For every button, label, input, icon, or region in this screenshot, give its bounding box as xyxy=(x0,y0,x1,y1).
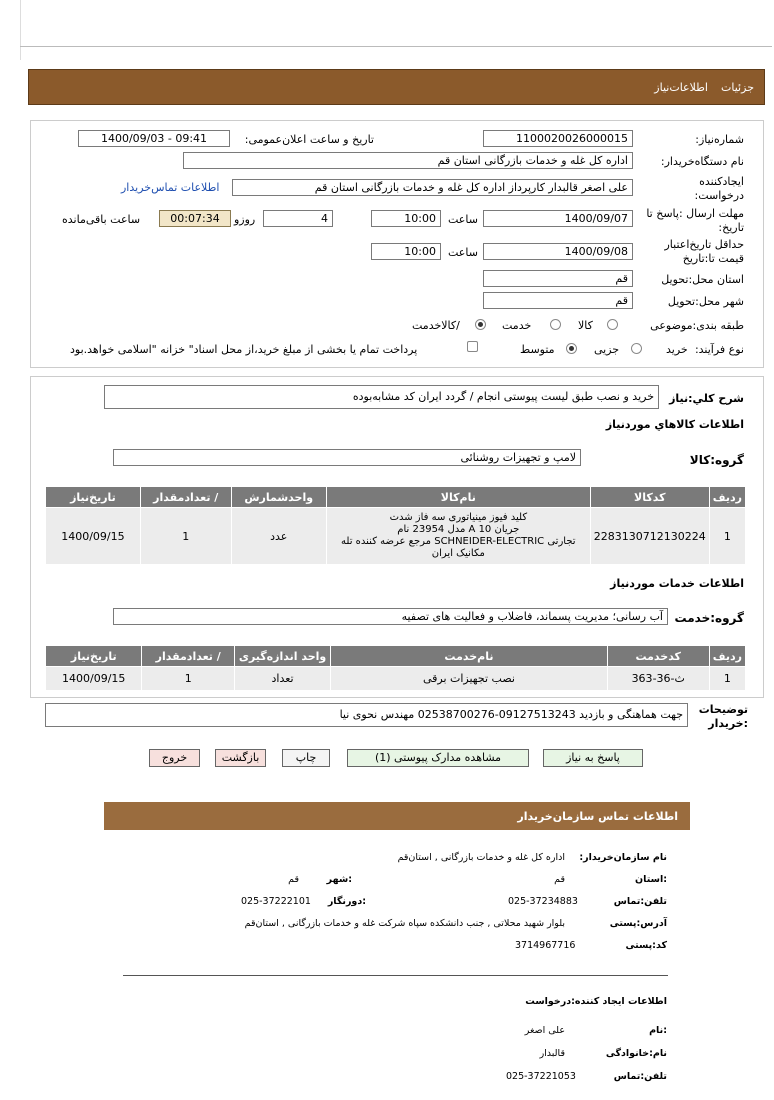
row-date: 1400/09/15 xyxy=(46,508,141,565)
validity-date-field: 1400/09/08 xyxy=(483,243,633,260)
contact-province-label: :استان xyxy=(635,874,667,885)
col-date: تاریخ‌نیاز xyxy=(46,646,142,667)
org-label: نام سازمان‌خریدار: xyxy=(579,852,667,863)
col-name: نام‌کالا xyxy=(326,487,590,508)
buyer-notes-field: جهت هماهنگی و بازدید 09127513243-02538700276 مهندس نحوی نیا xyxy=(45,703,688,727)
col-index: ردیف xyxy=(709,646,745,667)
city-label: شهر محل:تحویل xyxy=(667,295,744,308)
contact-postal-value: 3714967716 xyxy=(515,940,576,951)
page-header xyxy=(28,69,765,105)
page-left-border xyxy=(20,0,21,60)
col-date: تاریخ‌نیاز xyxy=(46,487,141,508)
contact-header xyxy=(104,802,690,830)
category-goods-label: کالا xyxy=(578,319,593,332)
contact-city-value: قم xyxy=(288,874,299,885)
row-unit: عدد xyxy=(231,508,326,565)
col-name: نام‌خدمت xyxy=(331,646,607,667)
treasury-payment-checkbox[interactable] xyxy=(467,341,478,352)
deadline-date-field: 1400/09/07 xyxy=(483,210,633,227)
announce-field: 1400/09/03 - 09:41 xyxy=(78,130,230,147)
goods-section-title: اطلاعات كالاهاي موردنياز xyxy=(605,418,744,431)
validity-label-1: حداقل تاریخ‌اعتبار xyxy=(664,238,744,251)
row-unit: تعداد xyxy=(234,667,330,691)
creator-phone-value: 025-37221053 xyxy=(506,1071,576,1082)
description-label: شرح كلي:نیاز xyxy=(669,392,744,405)
print-button[interactable]: چاپ xyxy=(282,749,330,767)
goods-group-field: لامپ و تجهیزات روشنائی xyxy=(113,449,581,466)
row-name: نصب تجهیزات برقی xyxy=(331,667,607,691)
table-row xyxy=(46,508,746,565)
row-name xyxy=(326,508,590,565)
contact-address-value: بلوار شهید محلاتی , جنب دانشکده سپاه شرکت غله و خدمات بازرگانی , استان‌قم xyxy=(244,918,565,929)
buyer-org-label: نام دستگاه‌خریدار: xyxy=(660,155,744,168)
col-qty: / تعدادمقدار xyxy=(142,646,234,667)
row-code: ث-36-363 xyxy=(607,667,709,691)
col-code: کدکالا xyxy=(590,487,709,508)
process-buy-label: خرید xyxy=(666,343,688,356)
col-unit: واحد اندازه‌گیری xyxy=(234,646,330,667)
buyer-notes-label-2: :خریدار xyxy=(708,717,748,730)
row-name-line: تجارتی SCHNEIDER-ELECTRIC مرجع عرضه کننده تله xyxy=(341,536,576,547)
category-label: طبقه بندی:موضوعی xyxy=(650,319,744,332)
row-qty: 1 xyxy=(140,508,231,565)
process-medium-radio[interactable] xyxy=(566,343,577,354)
remaining-time-field: 00:07:34 xyxy=(159,210,231,227)
creator-label-1: ایجادکننده xyxy=(699,175,744,188)
col-unit: واحدشمارش xyxy=(231,487,326,508)
process-label: نوع فرآیند: xyxy=(694,343,744,356)
process-medium-label: متوسط xyxy=(520,343,555,356)
row-date: 1400/09/15 xyxy=(46,667,142,691)
contact-address-label: آدرس:پستی xyxy=(609,918,667,929)
days-label: روزو xyxy=(234,213,256,226)
row-index: 1 xyxy=(709,667,745,691)
goods-table xyxy=(45,486,746,565)
services-section-title: اطلاعات خدمات موردنياز xyxy=(610,577,744,590)
buyer-org-field: اداره کل غله و خدمات بازرگانی استان قم xyxy=(183,152,633,169)
view-attachments-button[interactable]: مشاهده مدارک پیوستی (1) xyxy=(347,749,529,767)
category-goods-radio[interactable] xyxy=(607,319,618,330)
category-goods-service-radio[interactable] xyxy=(475,319,486,330)
services-group-label: گروه:خدمت xyxy=(674,611,744,625)
contact-fax-value: 025-37222101 xyxy=(241,896,311,907)
remaining-label: ساعت باقی‌مانده xyxy=(62,213,141,226)
buyer-contact-link[interactable]: اطلاعات تماس‌خریدار xyxy=(121,181,220,194)
page-top-divider xyxy=(20,46,772,47)
contact-divider xyxy=(123,975,668,976)
contact-phone-value: 025-37234883 xyxy=(508,896,578,907)
creator-name-value: علی اصغر xyxy=(524,1025,565,1036)
contact-province-value: قم xyxy=(554,874,565,885)
row-index: 1 xyxy=(709,508,745,565)
tab-need-info[interactable]: اطلاعات‌نیاز xyxy=(654,81,708,94)
contact-postal-label: کد:پستی xyxy=(625,940,667,951)
goods-group-label: گروه:کالا xyxy=(689,453,744,467)
city-field: قم xyxy=(483,292,633,309)
row-qty: 1 xyxy=(142,667,234,691)
description-field: خرید و نصب طبق لیست پیوستی انجام / گردد ایران کد مشابه‌بوده xyxy=(104,385,659,409)
creator-field: علی اصغر قالبدار کارپرداز اداره کل غله و خدمات بازرگانی استان قم xyxy=(232,179,633,196)
category-goods-service-label: /کالاخدمت xyxy=(412,319,460,332)
province-label: استان محل:تحویل xyxy=(661,273,744,286)
contact-phone-label: تلفن:تماس xyxy=(613,896,667,907)
row-name-line: کلید فیوز مینیاتوری سه فاز شدت xyxy=(389,512,528,523)
treasury-payment-label: پرداخت تمام یا بخشی از مبلغ خرید،از محل اسناد" خزانه "اسلامی خواهد.بود xyxy=(70,343,418,356)
back-button[interactable]: بازگشت xyxy=(215,749,266,767)
creator-family-label: نام:خانوادگی xyxy=(605,1048,667,1059)
creator-family-value: قالبدار xyxy=(539,1048,565,1059)
need-number-field: 1100020026000015 xyxy=(483,130,633,147)
creator-phone-label: تلفن:تماس xyxy=(613,1071,667,1082)
process-minor-label: جزیی xyxy=(594,343,620,356)
deadline-time-field: 10:00 xyxy=(371,210,441,227)
process-minor-radio[interactable] xyxy=(631,343,642,354)
category-service-radio[interactable] xyxy=(550,319,561,330)
need-number-label: شماره‌نیاز: xyxy=(695,133,744,146)
creator-name-label: :نام xyxy=(649,1025,667,1036)
category-service-label: خدمت xyxy=(502,319,532,332)
deadline-label-1: مهلت ارسال :پاسخ تا xyxy=(646,207,744,220)
tab-details[interactable]: جزئیات xyxy=(721,81,754,94)
contact-title: اطلاعات تماس سازمان‌خریدار xyxy=(517,810,678,823)
announce-label: تاریخ و ساعت اعلان‌عمومی: xyxy=(244,133,374,146)
col-index: ردیف xyxy=(709,487,745,508)
province-field: قم xyxy=(483,270,633,287)
col-code: کدخدمت xyxy=(607,646,709,667)
exit-button[interactable]: خروج xyxy=(149,749,200,767)
deadline-hour-label: ساعت xyxy=(448,213,478,226)
buyer-notes-label-1: توضیحات xyxy=(698,703,748,716)
validity-time-field: 10:00 xyxy=(371,243,441,260)
services-group-field: آب رسانی؛ مدیریت پسماند، فاضلاب و فعالیت های تصفیه xyxy=(113,608,668,625)
deadline-label-2: تاریخ: xyxy=(718,221,744,234)
row-name-line: مکانیک ایران xyxy=(431,548,485,559)
contact-city-label: :شهر xyxy=(326,874,352,885)
contact-fax-label: :دورنگار xyxy=(327,896,366,907)
col-qty: / تعدادمقدار xyxy=(140,487,231,508)
services-table xyxy=(45,645,746,691)
org-value: اداره کل غله و خدمات بازرگانی , استان‌قم xyxy=(397,852,565,863)
reply-button[interactable]: پاسخ به نیاز xyxy=(543,749,643,767)
validity-label-2: قیمت تا:تاریخ xyxy=(682,252,744,265)
row-name-line: جریان 10 A مدل 23954 نام xyxy=(397,524,520,535)
row-code: 2283130712130224 xyxy=(590,508,709,565)
creator-label-2: درخواست: xyxy=(694,189,744,202)
days-field: 4 xyxy=(263,210,333,227)
validity-hour-label: ساعت xyxy=(448,246,478,259)
creator-info-title: اطلاعات ایجاد کننده:درخواست xyxy=(525,996,667,1007)
table-row xyxy=(46,667,746,691)
